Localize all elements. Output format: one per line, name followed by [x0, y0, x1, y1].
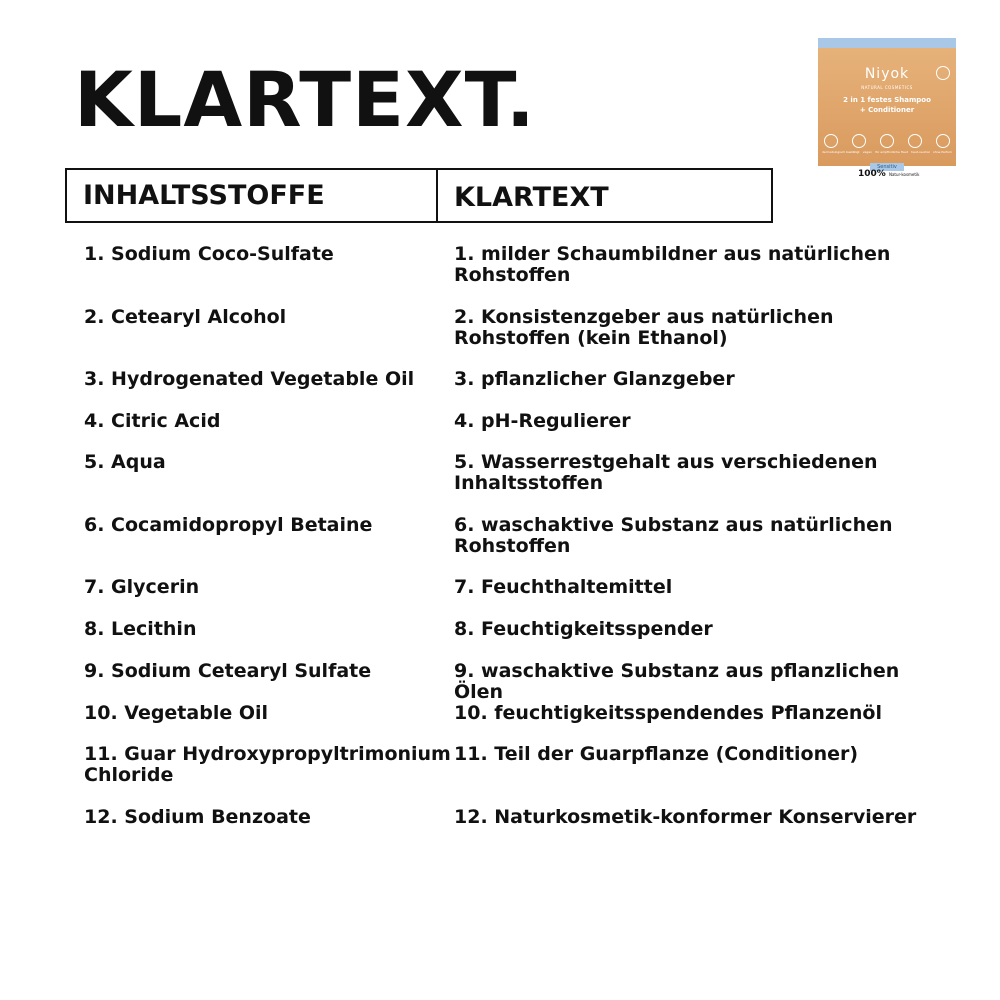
ingredient-explanation: 2. Konsistenzgeber aus natürlichen Rohstoffen (kein Ethanol): [454, 306, 834, 349]
badge-label: haut-neutral: [911, 150, 930, 154]
ingredient-name: 9. Sodium Cetearyl Sulfate: [84, 660, 372, 682]
product-box: [818, 38, 956, 170]
brand-logo: Niyok: [864, 66, 910, 82]
ingredient-explanation: 3. pflanzlicher Glanzgeber: [454, 368, 735, 390]
natural-cosmetics-caption: [858, 169, 958, 179]
product-image: [818, 38, 956, 188]
ingredient-explanation: 11. Teil der Guarpflanze (Conditioner): [454, 743, 859, 765]
badge-row: [824, 134, 950, 148]
badge-label: vegan: [862, 150, 873, 154]
product-name-line1: 2 in 1 festes Shampoo: [843, 96, 931, 104]
table-row: [84, 369, 964, 390]
sensitiv-tag: Sensitiv: [870, 163, 904, 171]
vegan-badge-icon: [852, 134, 866, 148]
badge-label: ohne Parfum: [932, 150, 952, 154]
ingredient-name: 7. Glycerin: [84, 576, 200, 598]
eye-icon: [936, 66, 950, 80]
ingredient-explanation: 10. feuchtigkeitsspendendes Pflanzenöl: [454, 702, 882, 724]
table-row: [84, 577, 964, 598]
header-ingredients: INHALTSSTOFFE: [67, 170, 438, 221]
table-row: [84, 411, 964, 432]
table-header: [65, 168, 773, 223]
brand-subtitle: NATURAL COSMETICS: [861, 85, 913, 90]
table-row: [84, 307, 964, 349]
table-row: [84, 619, 964, 640]
sensitive-skin-badge-icon: [880, 134, 894, 148]
ingredient-name: 6. Cocamidopropyl Betaine: [84, 514, 373, 536]
ingredient-name: 3. Hydrogenated Vegetable Oil: [84, 368, 415, 390]
ingredient-explanation: 8. Feuchtigkeitsspender: [454, 618, 713, 640]
ingredient-name: 1. Sodium Coco-Sulfate: [84, 243, 334, 265]
page-title: KLARTEXT.: [74, 55, 536, 144]
ingredient-name: 4. Citric Acid: [84, 410, 221, 432]
ingredient-name: 11. Guar Hydroxypropyltrimonium Chloride: [84, 743, 451, 786]
ingredient-name: 5. Aqua: [84, 451, 166, 473]
ingredient-explanation: 9. waschaktive Substanz aus pflanzlichen Ölen: [454, 660, 900, 703]
table-row: [84, 703, 964, 724]
dermatology-badge-icon: [824, 134, 838, 148]
badge-label: dermatologisch bestätigt: [822, 150, 860, 154]
caption-percent: 100%: [858, 169, 886, 179]
table-row: [84, 744, 964, 786]
badge-labels: [822, 150, 952, 154]
ingredient-name: 2. Cetearyl Alcohol: [84, 306, 287, 328]
ingredient-explanation: 12. Naturkosmetik-konformer Konservierer: [454, 806, 917, 828]
table-row: [84, 661, 964, 703]
skin-neutral-badge-icon: [908, 134, 922, 148]
badge-label: für empfindliche Haut: [875, 150, 908, 154]
table-row: [84, 515, 964, 557]
ingredient-explanation: 7. Feuchthaltemittel: [454, 576, 673, 598]
caption-small: Natur-kosmetik: [888, 172, 920, 177]
ingredient-explanation: 1. milder Schaumbildner aus natürlichen Rohstoffen: [454, 243, 891, 286]
header-explanation: KLARTEXT: [454, 182, 609, 213]
ingredient-explanation: 4. pH-Regulierer: [454, 410, 631, 432]
table-row: [84, 807, 964, 828]
table-row: [84, 452, 964, 494]
product-name-line2: + Conditioner: [859, 106, 915, 114]
ingredient-explanation: 5. Wasserrestgehalt aus verschiedenen Inhaltsstoffen: [454, 451, 878, 494]
ingredient-name: 12. Sodium Benzoate: [84, 806, 311, 828]
no-perfume-badge-icon: [936, 134, 950, 148]
ingredient-explanation: 6. waschaktive Substanz aus natürlichen Rohstoffen: [454, 514, 893, 557]
ingredient-name: 10. Vegetable Oil: [84, 702, 269, 724]
ingredient-name: 8. Lecithin: [84, 618, 197, 640]
table-row: [84, 244, 964, 286]
